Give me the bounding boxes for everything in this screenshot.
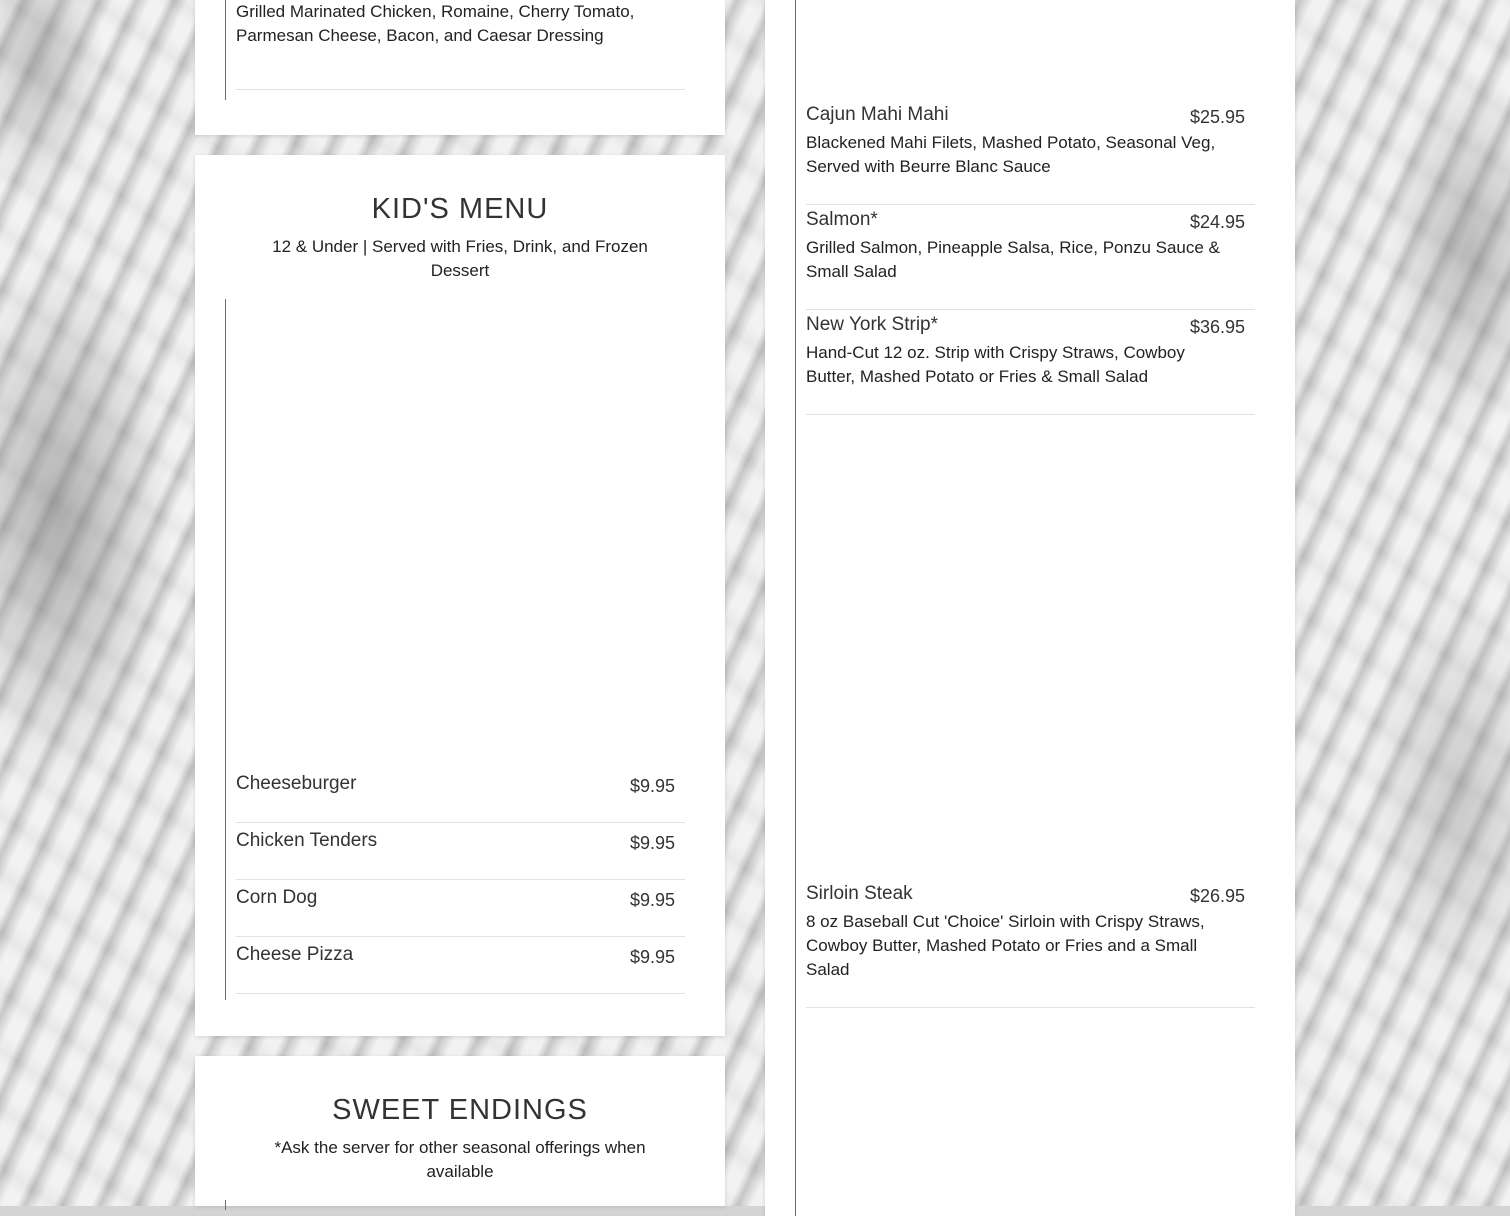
kids-menu-card: [195, 155, 725, 1036]
kids-item-list: [225, 299, 686, 1000]
section-title: SWEET ENDINGS: [332, 1094, 588, 1126]
section-subtitle: 12 & Under | Served with Fries, Drink, and Frozen Dessert: [272, 237, 648, 280]
sweet-endings-item-list: [225, 1200, 686, 1210]
item-name: Cheese Pizza: [236, 944, 354, 965]
item-name: Chicken Tenders: [236, 830, 378, 851]
item-price: $9.95: [629, 833, 675, 853]
salads-card: [195, 0, 725, 135]
menu-item-corn-dog: [236, 879, 685, 937]
item-name: Corn Dog: [236, 887, 318, 908]
menu-item-cheese-pizza: [236, 936, 685, 994]
item-name: Cajun Mahi Mahi: [806, 104, 949, 125]
item-description: Blackened Mahi Filets, Mashed Potato, Seasonal Veg, Served with Beurre Blanc Sauce: [806, 133, 1216, 176]
menu-item-salmon: [806, 205, 1255, 310]
item-price: $9.95: [629, 776, 675, 796]
salads-item-list: [225, 0, 686, 100]
item-name: New York Strip*: [806, 314, 939, 335]
item-description: Hand-Cut 12 oz. Strip with Crispy Straws, Cowboy Butter, Mashed Potato or Fries & Small Salad: [806, 343, 1185, 386]
item-price: $9.95: [629, 947, 675, 967]
item-price: $9.95: [629, 890, 675, 910]
menu-item-chicken-tenders: [236, 822, 685, 880]
item-price: $24.95: [1189, 212, 1245, 232]
item-name: Sirloin Steak: [806, 883, 913, 904]
item-price: $26.95: [1189, 886, 1245, 906]
entrees-item-list: [795, 0, 1256, 1216]
entrees-card: [765, 0, 1295, 1216]
item-description: Grilled Salmon, Pineapple Salsa, Rice, Ponzu Sauce & Small Salad: [806, 238, 1220, 281]
item-name: Cheeseburger: [236, 773, 357, 794]
menu-item-cajun-mahi-mahi: [806, 100, 1255, 205]
sweet-endings-card: [195, 1056, 725, 1206]
section-subtitle: *Ask the server for other seasonal offerings when available: [274, 1138, 646, 1181]
menu-item-cheeseburger: [236, 765, 685, 823]
section-title: KID'S MENU: [371, 193, 549, 225]
item-price: $36.95: [1189, 317, 1245, 337]
item-name: Salmon*: [806, 209, 878, 230]
item-description: 8 oz Baseball Cut 'Choice' Sirloin with Crispy Straws, Cowboy Butter, Mashed Potato or Fries and a Small Salad: [806, 912, 1205, 979]
menu-item-caesar: [236, 0, 685, 90]
item-price: $25.95: [1189, 107, 1245, 127]
item-description: Grilled Marinated Chicken, Romaine, Cherry Tomato, Parmesan Cheese, Bacon, and Caesar Dressing: [236, 2, 635, 45]
menu-item-sirloin-steak: [806, 879, 1255, 1008]
menu-item-new-york-strip: [806, 310, 1255, 415]
